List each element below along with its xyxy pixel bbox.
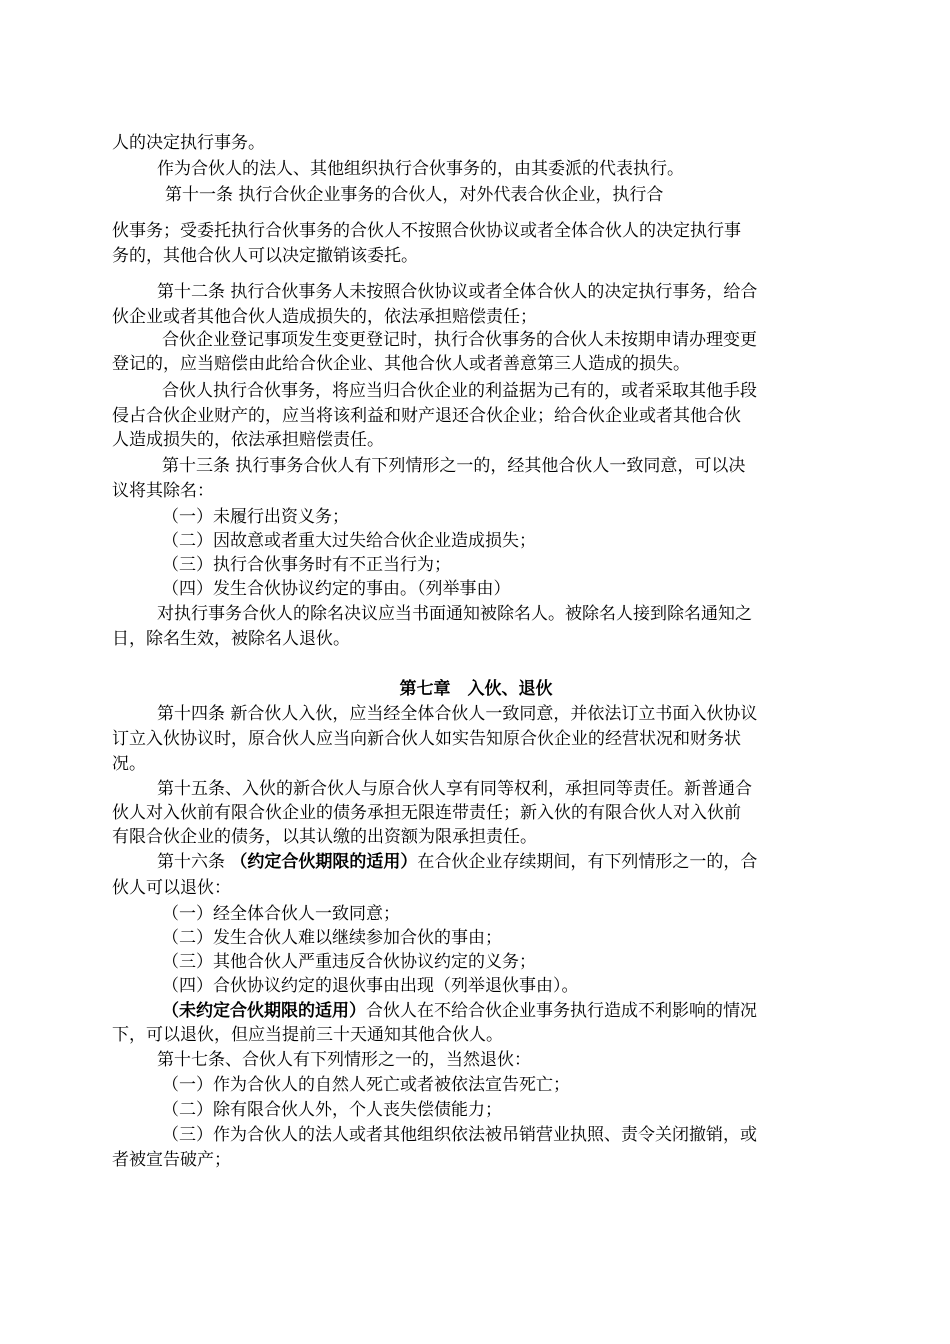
text-line: 伙人可以退伙： bbox=[112, 878, 231, 898]
article-16-heading bbox=[157, 850, 840, 874]
list-item: （二）发生合伙人难以继续参加合伙的事由； bbox=[162, 928, 502, 948]
text-line: 伙人对入伙前有限合伙企业的债务承担无限连带责任；新入伙的有限合伙人对入伙前 bbox=[112, 803, 741, 823]
text-line: 务的，其他合伙人可以决定撤销该委托。 bbox=[112, 246, 418, 266]
list-item: （三）执行合伙事务时有不正当行为； bbox=[162, 555, 451, 575]
text-line: 合伙人执行合伙事务，将应当归合伙企业的利益据为己有的，或者采取其他手段 bbox=[162, 381, 757, 401]
list-item: （三）作为合伙人的法人或者其他组织依法被吊销营业执照、责令关闭撤销，或 bbox=[162, 1125, 757, 1145]
text-line: 日，除名生效，被除名人退伙。 bbox=[112, 629, 350, 649]
fixed-term-note: （约定合伙期限的适用） bbox=[230, 852, 418, 872]
text-line: 订立入伙协议时，原合伙人应当向新合伙人如实告知原合伙企业的经营状况和财务状 bbox=[112, 729, 741, 749]
text-line: 有限合伙企业的债务，以其认缴的出资额为限承担责任。 bbox=[112, 827, 537, 847]
text-line: 伙企业或者其他合伙人造成损失的，依法承担赔偿责任； bbox=[112, 307, 537, 327]
text-line: 况。 bbox=[112, 754, 146, 774]
text-line: 伙事务；受委托执行合伙事务的合伙人不按照合伙协议或者全体合伙人的决定执行事 bbox=[112, 221, 741, 241]
text-line: 者被宣告破产； bbox=[112, 1150, 231, 1170]
indefinite-term-paragraph bbox=[162, 999, 840, 1023]
text-line: 登记的，应当赔偿由此给合伙企业、其他合伙人或者善意第三人造成的损失。 bbox=[112, 354, 690, 374]
article-11-heading: 第十一条 执行合伙企业事务的合伙人，对外代表合伙企业，执行合 bbox=[165, 185, 664, 205]
list-item: （一）未履行出资义务； bbox=[162, 507, 349, 527]
list-item: （二）因故意或者重大过失给合伙企业造成损失； bbox=[162, 531, 536, 551]
article-14-heading: 第十四条 新合伙人入伙，应当经全体合伙人一致同意，并依法订立书面入伙协议 bbox=[157, 704, 758, 724]
list-item: （二）除有限合伙人外，个人丧失偿债能力； bbox=[162, 1100, 502, 1120]
text-line: 下，可以退伙，但应当提前三十天通知其他合伙人。 bbox=[112, 1025, 503, 1045]
text-line: 合伙企业登记事项发生变更登记时，执行合伙事务的合伙人未按期申请办理变更 bbox=[162, 330, 757, 350]
list-item: （一）作为合伙人的自然人死亡或者被依法宣告死亡； bbox=[162, 1075, 570, 1095]
list-item: （四）合伙协议约定的退伙事由出现（列举退伙事由）。 bbox=[162, 976, 579, 996]
article-15-heading: 第十五条、入伙的新合伙人与原合伙人享有同等权利，承担同等责任。新普通合 bbox=[157, 779, 752, 799]
indefinite-term-text: 合伙人在不给合伙企业事务执行造成不利影响的情况 bbox=[366, 1001, 757, 1021]
article-17-heading: 第十七条、合伙人有下列情形之一的，当然退伙： bbox=[157, 1050, 531, 1070]
text-line: 议将其除名： bbox=[112, 481, 214, 501]
list-item: （一）经全体合伙人一致同意； bbox=[162, 904, 400, 924]
article-16-number: 第十六条 bbox=[157, 852, 231, 872]
article-16-text: 在合伙企业存续期间，有下列情形之一的，合 bbox=[417, 852, 758, 872]
chapter-7-title: 第七章 入伙、退伙 bbox=[399, 679, 553, 699]
list-item: （四）发生合伙协议约定的事由。（列举事由） bbox=[162, 579, 511, 599]
text-line: 对执行事务合伙人的除名决议应当书面通知被除名人。被除名人接到除名通知之 bbox=[157, 604, 752, 624]
list-item: （三）其他合伙人严重违反合伙协议约定的义务； bbox=[162, 952, 536, 972]
text-line: 侵占合伙企业财产的，应当将该利益和财产退还合伙企业；给合伙企业或者其他合伙 bbox=[112, 406, 741, 426]
article-12-heading: 第十二条 执行合伙事务人未按照合伙协议或者全体合伙人的决定执行事务，给合 bbox=[157, 282, 758, 302]
indefinite-term-note: （未约定合伙期限的适用） bbox=[162, 1001, 366, 1021]
text-line: 人造成损失的，依法承担赔偿责任。 bbox=[112, 430, 384, 450]
text-line: 作为合伙人的法人、其他组织执行合伙事务的，由其委派的代表执行。 bbox=[157, 159, 684, 179]
text-line: 人的决定执行事务。 bbox=[112, 133, 265, 153]
article-13-heading: 第十三条 执行事务合伙人有下列情形之一的，经其他合伙人一致同意，可以决 bbox=[162, 456, 746, 476]
